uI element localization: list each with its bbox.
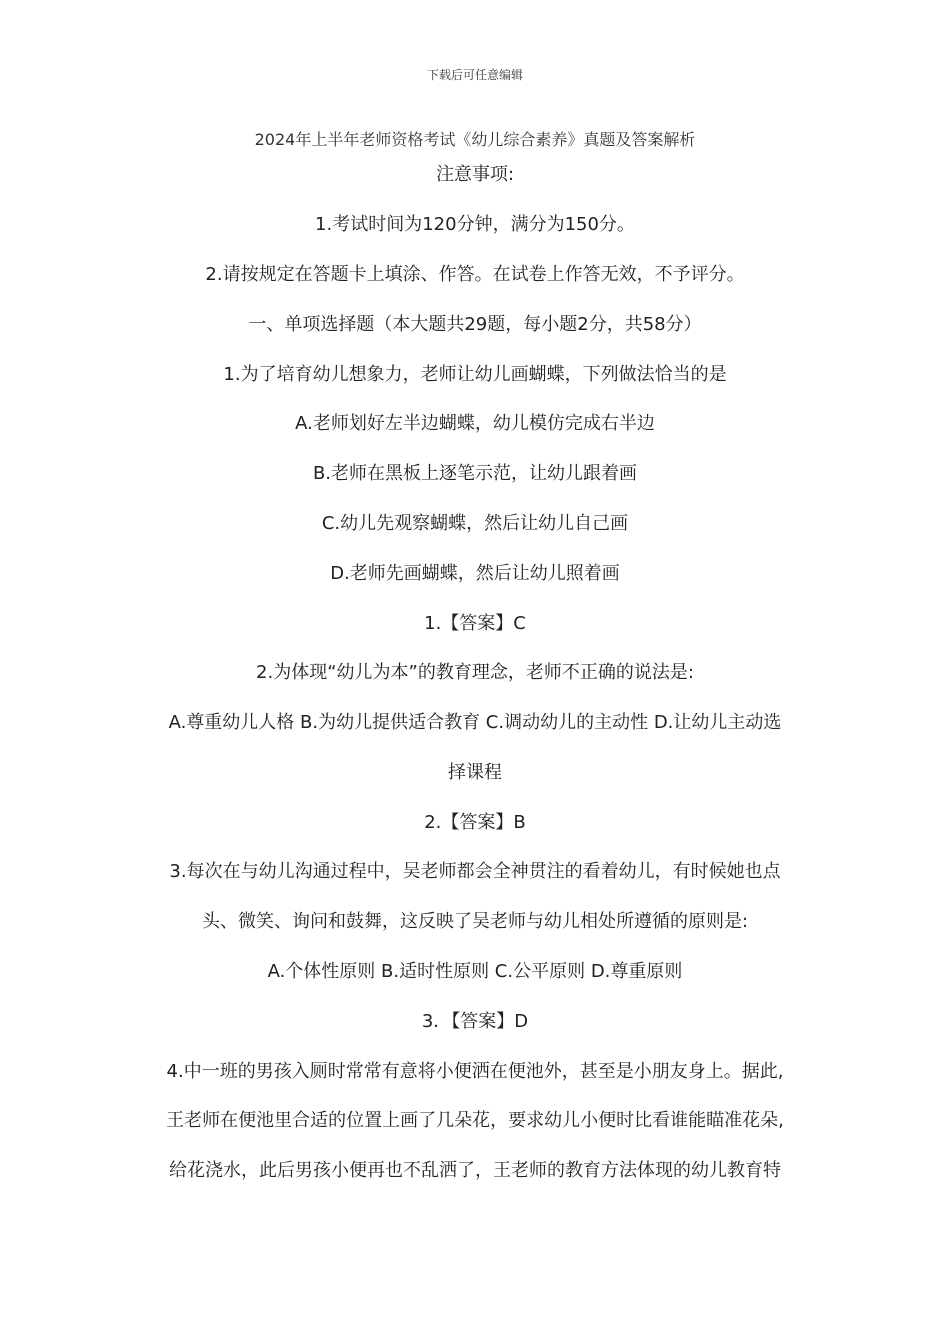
notice-item-2: 2.请按规定在答题卡上填涂、作答。在试卷上作答无效，不予评分。 [205,264,745,285]
question-2-answer: 2.【答案】B [424,812,526,833]
question-3-answer: 3．【答案】D [421,1011,529,1032]
question-1-option-d: D.老师先画蝴蝶，然后让幼儿照着画 [330,563,620,584]
section-heading: 一、单项选择题（本大题共29题，每小题2分，共58分） [248,314,702,335]
question-1-answer: 1.【答案】C [424,613,526,634]
question-3-stem-continued: 头、微笑、询问和鼓舞，这反映了吴老师与幼儿相处所遵循的原则是: [201,911,749,932]
question-4-stem-continued: 王老师在便池里合适的位置上画了几朵花，要求幼儿小便时比看谁能瞄准花朵, [166,1110,784,1131]
question-1-option-c: C.幼儿先观察蝴蝶，然后让幼儿自己画 [321,513,629,534]
question-1-option-a: A.老师划好左半边蝴蝶，幼儿模仿完成右半边 [295,413,655,434]
question-3-stem: 3.每次在与幼儿沟通过程中，吴老师都会全神贯注的看着幼儿，有时候她也点 [169,861,781,882]
notice-item-1: 1.考试时间为120分钟，满分为150分。 [315,214,635,235]
question-2-options-continued: 择课程 [448,762,502,783]
question-1-option-b: B.老师在黑板上逐笔示范，让幼儿跟着画 [312,463,638,484]
question-4-stem: 4.中一班的男孩入厕时常常有意将小便洒在便池外，甚至是小朋友身上。据此, [166,1061,784,1082]
header-note: 下载后可任意编辑 [426,68,523,82]
question-2-options: A.尊重幼儿人格 B.为幼儿提供适合教育 C.调动幼儿的主动性 D.让幼儿主动选 [168,712,782,733]
question-3-options: A.个体性原则 B.适时性原则 C.公平原则 D.尊重原则 [267,961,683,982]
notice-heading: 注意事项: [435,164,515,185]
question-1-stem: 1.为了培育幼儿想象力，老师让幼儿画蝴蝶，下列做法恰当的是 [223,364,727,385]
question-4-stem-continued-2: 给花浇水，此后男孩小便再也不乱洒了，王老师的教育方法体现的幼儿教育特 [169,1160,781,1181]
document-title: 2024年上半年老师资格考试《幼儿综合素养》真题及答案解析 [254,130,696,149]
question-2-stem: 2.为体现“幼儿为本”的教育理念，老师不正确的说法是: [256,662,694,683]
